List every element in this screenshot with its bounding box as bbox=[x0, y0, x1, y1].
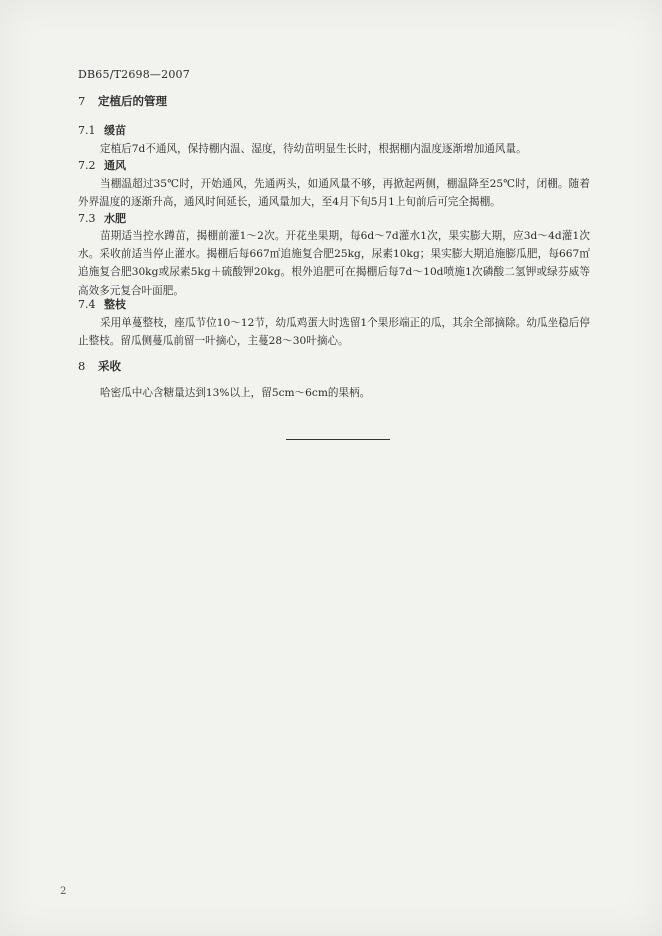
subsection-number: 7.3 bbox=[78, 212, 96, 225]
section-title: 采收 bbox=[98, 359, 121, 373]
subsection-7-2-heading bbox=[78, 157, 126, 173]
subsection-number: 7.1 bbox=[78, 124, 96, 137]
subsection-7-3-text: 苗期适当控水蹲苗，揭棚前灌1～2次。开花坐果期，每6d～7d灌水1次，果实膨大期，应3d～4d灌1次水。采收前适当停止灌水。揭棚后每667㎡追施复合肥25kg，尿素10kg；果实膨大期追施膨瓜肥，每667㎡追施复合肥30kg或尿素5kg＋硫酸钾20kg。根外追肥可在揭棚后每7d～10d喷施1次磷酸二氢钾或绿芬威等高效多元复合叶面肥。 bbox=[78, 230, 590, 297]
section-7-heading bbox=[78, 93, 167, 109]
page-number: 2 bbox=[60, 886, 67, 897]
subsection-number: 7.4 bbox=[78, 298, 96, 311]
subsection-number: 7.2 bbox=[78, 159, 96, 172]
document-code: DB65/T2698—2007 bbox=[78, 68, 190, 81]
subsection-7-3-heading bbox=[78, 210, 126, 226]
subsection-title: 缓苗 bbox=[104, 124, 126, 137]
subsection-title: 整枝 bbox=[104, 298, 126, 311]
section-8-text: 哈密瓜中心含糖量达到13%以上，留5cm～6cm的果柄。 bbox=[100, 387, 371, 399]
subsection-7-4-heading bbox=[78, 296, 126, 312]
subsection-title: 水肥 bbox=[104, 212, 126, 225]
subsection-title: 通风 bbox=[104, 159, 126, 172]
end-rule bbox=[286, 439, 390, 440]
section-number: 7 bbox=[78, 94, 86, 108]
subsection-7-1-heading bbox=[78, 122, 126, 138]
section-number: 8 bbox=[78, 359, 86, 373]
subsection-7-4-text: 采用单蔓整枝，座瓜节位10～12节，幼瓜鸡蛋大时选留1个果形端正的瓜，其余全部摘除。幼瓜坐稳后停止整枝。留瓜侧蔓瓜前留一叶摘心，主蔓28～30叶摘心。 bbox=[78, 317, 590, 348]
section-8-heading bbox=[78, 358, 121, 374]
section-title: 定植后的管理 bbox=[98, 94, 167, 108]
subsection-7-1-text: 定植后7d不通风，保持棚内温、湿度，待幼苗明显生长时，根据棚内温度逐渐增加通风量。 bbox=[100, 143, 527, 155]
subsection-7-2-text: 当棚温超过35℃时，开始通风，先通两头，如通风量不够，再掀起两侧，棚温降至25℃时，闭棚。随着外界温度的逐渐升高，通风时间延长，通风量加大，至4月下旬5月1上旬前后可完全揭棚。 bbox=[78, 178, 590, 209]
